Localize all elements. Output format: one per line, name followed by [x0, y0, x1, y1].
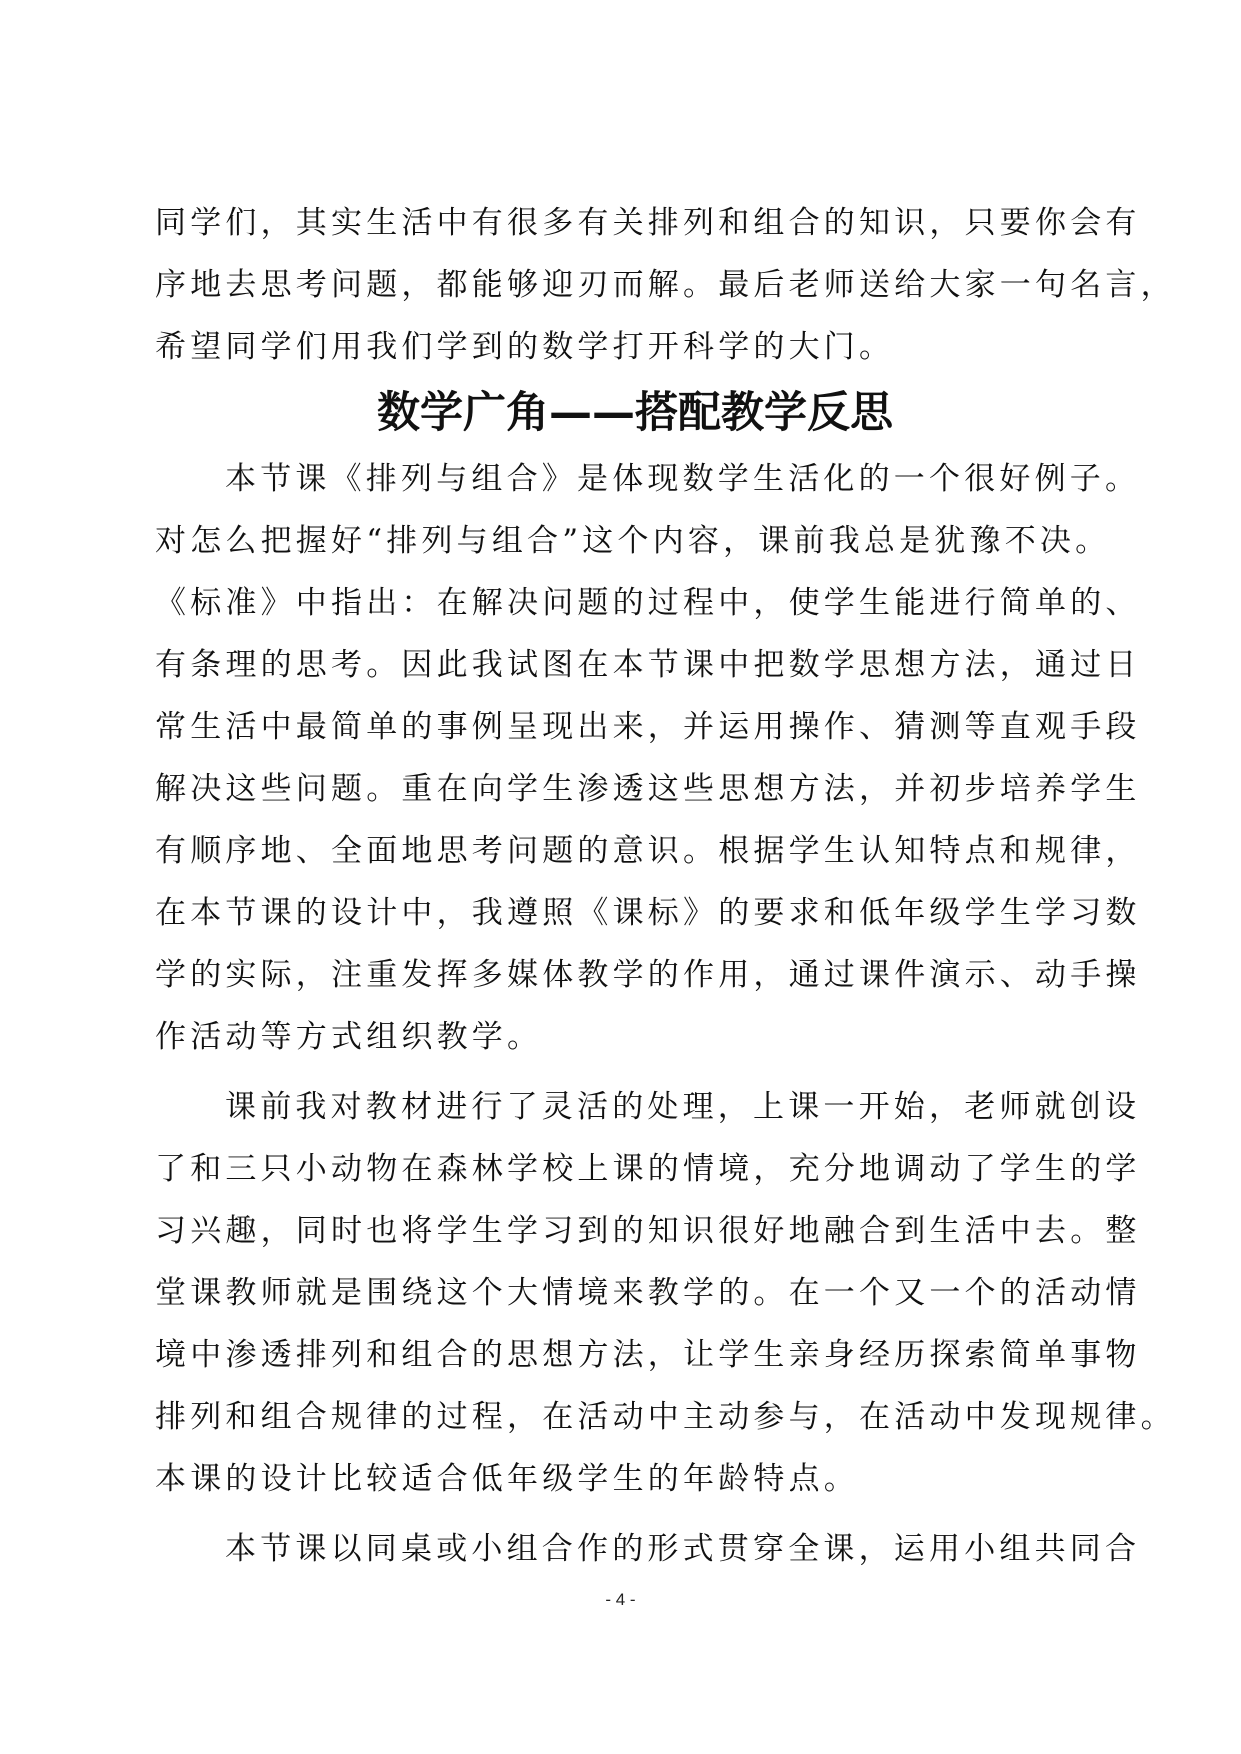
text-line: 有条理的思考。因此我试图在本节课中把数学思想方法，通过日	[155, 647, 1141, 683]
text-line: 同学们，其实生活中有很多有关排列和组合的知识，只要你会有	[155, 205, 1141, 241]
text-line: 堂课教师就是围绕这个大情境来教学的。在一个又一个的活动情	[155, 1275, 1141, 1311]
text-line: 《标准》中指出：在解决问题的过程中，使学生能进行简单的、	[155, 585, 1141, 621]
paragraph-2	[155, 1076, 1176, 1510]
intro-paragraph	[155, 192, 1176, 378]
page-content	[155, 192, 1176, 1580]
paragraph-1	[155, 448, 1141, 1068]
paragraph-spacer	[155, 1068, 1115, 1076]
text-line: 在本节课的设计中，我遵照《课标》的要求和低年级学生学习数	[155, 895, 1141, 931]
text-line: 排列和组合规律的过程，在活动中主动参与，在活动中发现规律。	[155, 1399, 1176, 1435]
text-line: 本节课《排列与组合》是体现数学生活化的一个很好例子。	[225, 461, 1141, 497]
text-line: 序地去思考问题，都能够迎刃而解。最后老师送给大家一句名言，	[155, 267, 1176, 303]
text-line: 解决这些问题。重在向学生渗透这些思想方法，并初步培养学生	[155, 771, 1141, 807]
text-line: 常生活中最简单的事例呈现出来，并运用操作、猜测等直观手段	[155, 709, 1141, 745]
text-line: 希望同学们用我们学到的数学打开科学的大门。	[155, 329, 895, 365]
text-line: 有顺序地、全面地思考问题的意识。根据学生认知特点和规律，	[155, 833, 1141, 869]
text-line: 对怎么把握好“排列与组合”这个内容，课前我总是犹豫不决。	[155, 523, 1111, 559]
text-line: 习兴趣，同时也将学生学习到的知识很好地融合到生活中去。整	[155, 1213, 1141, 1249]
page-number: - 4 -	[605, 1590, 636, 1609]
text-line: 本课的设计比较适合低年级学生的年龄特点。	[155, 1461, 859, 1497]
paragraph-3	[155, 1518, 1141, 1580]
text-line: 学的实际，注重发挥多媒体教学的作用，通过课件演示、动手操	[155, 957, 1141, 993]
section-title: 数学广角——搭配教学反思	[377, 388, 893, 438]
text-line: 本节课以同桌或小组合作的形式贯穿全课，运用小组共同合	[225, 1531, 1141, 1567]
text-line: 境中渗透排列和组合的思想方法，让学生亲身经历探索简单事物	[155, 1337, 1141, 1373]
text-line: 了和三只小动物在森林学校上课的情境，充分地调动了学生的学	[155, 1151, 1141, 1187]
text-line: 作活动等方式组织教学。	[155, 1019, 543, 1055]
paragraph-spacer	[155, 1510, 1115, 1518]
text-line: 课前我对教材进行了灵活的处理，上课一开始，老师就创设	[225, 1089, 1141, 1125]
